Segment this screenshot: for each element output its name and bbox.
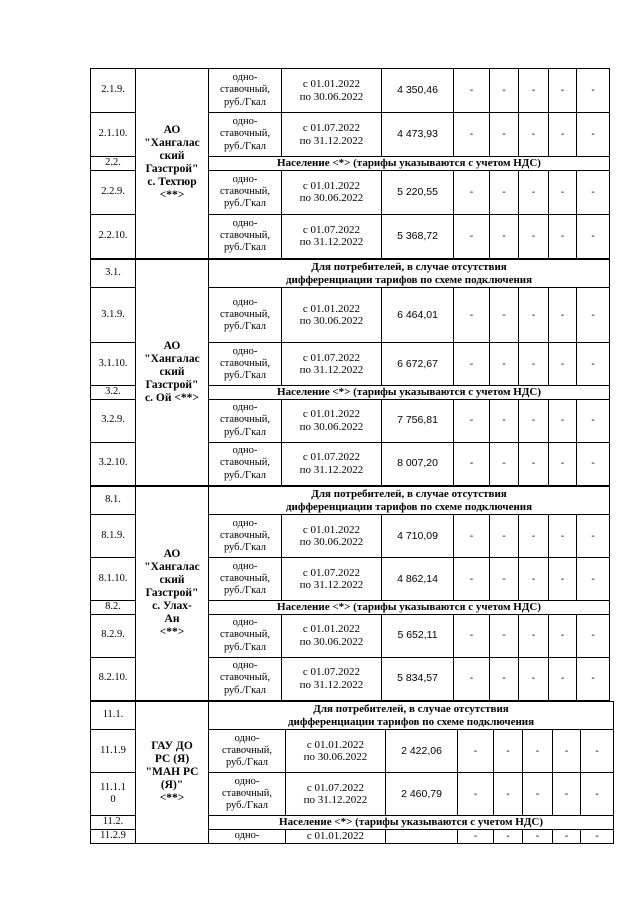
- text-line: 0: [110, 794, 116, 805]
- text-line: с 01.07.2022: [302, 451, 361, 463]
- empty-value-dash: -: [490, 69, 519, 113]
- empty-value-dash: -: [519, 515, 549, 558]
- text-line: одно-: [232, 445, 258, 457]
- text-line: Население <*> (тарифы указываются с учетом НДС): [277, 157, 541, 169]
- tariff-table: [90, 701, 614, 844]
- row-code: 3.1.9.: [91, 288, 136, 343]
- tariff-period: [282, 442, 382, 485]
- tariff-value: 4 473,93: [382, 113, 454, 157]
- tariff-unit: [209, 730, 286, 773]
- empty-value-dash: -: [549, 558, 577, 601]
- empty-value-dash: -: [523, 829, 553, 843]
- empty-value-dash: -: [519, 343, 549, 386]
- text-line: по 31.12.2022: [299, 236, 364, 248]
- text-line: одно-: [234, 732, 260, 744]
- text-line: (Я)": [160, 778, 184, 791]
- tariff-table: [90, 486, 610, 701]
- empty-value-dash: -: [549, 69, 577, 113]
- section-header: [209, 157, 610, 171]
- text-line: Газстрой": [145, 163, 199, 176]
- text-line: АО: [163, 339, 181, 352]
- empty-value-dash: -: [549, 399, 577, 442]
- empty-value-dash: -: [581, 730, 614, 773]
- tariff-value: 5 652,11: [382, 614, 454, 657]
- text-line: по 31.12.2022: [299, 134, 364, 147]
- empty-value-dash: -: [577, 399, 610, 442]
- text-line: ставочный,: [219, 414, 271, 426]
- text-line: дифференциации тарифов по схеме подключения: [287, 715, 535, 728]
- text-line: одно-: [232, 402, 258, 414]
- text-line: 11.1.1: [100, 781, 126, 793]
- row-code: 8.1.9.: [91, 515, 136, 558]
- tariff-table: [90, 259, 610, 486]
- empty-value-dash: -: [549, 170, 577, 214]
- empty-value-dash: -: [549, 515, 577, 558]
- text-line: АО: [163, 124, 181, 137]
- text-line: с. Улах-: [152, 599, 192, 612]
- empty-value-dash: -: [519, 399, 549, 442]
- text-line: руб./Гкал: [223, 370, 267, 382]
- text-line: с. Техтюр: [147, 176, 197, 189]
- tariff-period: [282, 288, 382, 343]
- empty-value-dash: -: [577, 558, 610, 601]
- text-line: Население <*> (тарифы указываются с учетом НДС): [277, 386, 541, 398]
- empty-value-dash: -: [458, 829, 494, 843]
- text-line: с 01.01.2022: [302, 302, 361, 315]
- text-line: ставочный,: [219, 128, 271, 140]
- text-line: по 30.06.2022: [303, 751, 368, 763]
- text-line: Газстрой": [145, 586, 199, 599]
- tariff-unit: [209, 170, 282, 214]
- row-code: 3.2.9.: [91, 399, 136, 442]
- empty-value-dash: -: [519, 69, 549, 113]
- tariff-table: [90, 68, 610, 259]
- empty-value-dash: -: [519, 170, 549, 214]
- empty-value-dash: -: [490, 113, 519, 157]
- text-line: одно-: [234, 775, 260, 787]
- empty-value-dash: -: [549, 657, 577, 700]
- empty-value-dash: -: [490, 214, 519, 258]
- tariff-value: 5 834,57: [382, 657, 454, 700]
- text-line: руб./Гкал: [223, 242, 267, 254]
- tariff-period: [282, 69, 382, 113]
- tariff-unit: [209, 214, 282, 258]
- row-code: 11.2.9: [91, 829, 136, 843]
- text-line: одно-: [232, 173, 258, 185]
- empty-value-dash: -: [577, 657, 610, 700]
- text-line: одно-: [232, 296, 258, 308]
- text-line: ставочный,: [221, 787, 273, 799]
- text-line: по 31.12.2022: [299, 364, 364, 376]
- tariff-period: [282, 515, 382, 558]
- row-code: 8.2.: [91, 601, 136, 615]
- section-header: [209, 386, 610, 400]
- text-line: РС (Я): [154, 752, 190, 765]
- table-row: [91, 69, 610, 113]
- text-line: руб./Гкал: [223, 469, 267, 481]
- text-line: по 31.12.2022: [299, 678, 364, 691]
- text-line: ставочный,: [219, 229, 271, 241]
- empty-value-dash: -: [553, 829, 581, 843]
- row-code: 11.2.: [91, 816, 136, 830]
- tariff-period: [282, 170, 382, 214]
- empty-value-dash: -: [454, 214, 490, 258]
- text-line: руб./Гкал: [225, 757, 269, 769]
- empty-value-dash: -: [458, 773, 494, 816]
- text-line: ставочный,: [219, 672, 271, 684]
- text-line: <**>: [159, 791, 185, 804]
- empty-value-dash: -: [454, 399, 490, 442]
- text-line: с. Ой <**>: [145, 391, 199, 404]
- section-header-row: [91, 260, 610, 288]
- empty-value-dash: -: [454, 515, 490, 558]
- text-line: ставочный,: [219, 572, 271, 584]
- empty-value-dash: -: [519, 442, 549, 485]
- empty-value-dash: -: [490, 558, 519, 601]
- text-line: с 01.01.2022: [302, 623, 361, 635]
- empty-value-dash: -: [494, 773, 523, 816]
- empty-value-dash: -: [553, 730, 581, 773]
- tariff-period: [282, 343, 382, 386]
- tariff-unit: [209, 442, 282, 485]
- row-code: 8.1.: [91, 487, 136, 515]
- tariff-value: 5 220,55: [382, 170, 454, 214]
- text-line: ставочный,: [219, 529, 271, 541]
- tariff-value: 5 368,72: [382, 214, 454, 258]
- text-line: руб./Гкал: [225, 800, 269, 812]
- empty-value-dash: -: [490, 614, 519, 657]
- text-line: <**>: [159, 625, 185, 638]
- text-line: Население <*> (тарифы указываются с учетом НДС): [277, 601, 541, 613]
- text-line: по 30.06.2022: [299, 192, 364, 204]
- empty-value-dash: -: [549, 288, 577, 343]
- text-line: "Хангалас: [144, 137, 200, 150]
- text-line: с 01.01.2022: [302, 179, 361, 192]
- text-line: одно-: [232, 116, 258, 128]
- text-line: руб./Гкал: [223, 198, 267, 210]
- text-line: с 01.07.2022: [302, 122, 361, 134]
- tariff-value: 8 007,20: [382, 442, 454, 485]
- text-line: руб./Гкал: [223, 542, 267, 554]
- text-line: ставочный,: [219, 84, 271, 96]
- empty-value-dash: -: [490, 343, 519, 386]
- tariff-value: 7 756,81: [382, 399, 454, 442]
- tariff-value: 2 460,79: [386, 773, 458, 816]
- tariff-unit: [209, 288, 282, 343]
- empty-value-dash: -: [490, 442, 519, 485]
- text-line: по 30.06.2022: [299, 90, 364, 103]
- text-line: с 01.01.2022: [302, 523, 361, 536]
- text-line: АО: [163, 547, 181, 560]
- text-line: с 01.01.2022: [302, 78, 361, 90]
- row-code: 2.2.9.: [91, 170, 136, 214]
- text-line: ставочный,: [219, 457, 271, 469]
- tariff-unit: [209, 614, 282, 657]
- empty-value-dash: -: [490, 288, 519, 343]
- row-code: 2.2.: [91, 157, 136, 171]
- text-line: <**>: [159, 189, 185, 202]
- text-line: Для потребителей, в случае отсутствия: [311, 488, 507, 500]
- empty-value-dash: -: [549, 442, 577, 485]
- tariff-period: [282, 113, 382, 157]
- text-line: одно-: [232, 660, 258, 672]
- empty-value-dash: -: [549, 343, 577, 386]
- row-code: 3.2.: [91, 386, 136, 400]
- organization-name: [136, 487, 209, 701]
- row-code: [91, 773, 136, 816]
- empty-value-dash: -: [454, 69, 490, 113]
- empty-value-dash: -: [577, 343, 610, 386]
- tariff-unit: [209, 558, 282, 601]
- empty-value-dash: -: [523, 730, 553, 773]
- text-line: Газстрой": [145, 378, 199, 391]
- empty-value-dash: -: [519, 614, 549, 657]
- section-header: [209, 816, 614, 830]
- row-code: 2.2.10.: [91, 214, 136, 258]
- text-line: с 01.07.2022: [302, 566, 361, 579]
- tariff-period: [286, 829, 386, 843]
- empty-value-dash: -: [490, 170, 519, 214]
- text-line: с 01.01.2022: [306, 738, 365, 751]
- text-line: ский: [159, 150, 185, 163]
- section-header: [209, 487, 610, 515]
- empty-value-dash: -: [494, 730, 523, 773]
- tariff-value: 6 672,67: [382, 343, 454, 386]
- text-line: "Хангалас: [144, 560, 200, 573]
- section-header: [209, 260, 610, 288]
- tariff-period: [282, 614, 382, 657]
- tariff-unit: [209, 657, 282, 700]
- text-line: ставочный,: [219, 357, 271, 369]
- text-line: по 31.12.2022: [299, 579, 364, 591]
- text-line: по 30.06.2022: [299, 635, 364, 648]
- text-line: Для потребителей, в случае отсутствия: [311, 261, 507, 273]
- tariff-period: [282, 214, 382, 258]
- empty-value-dash: -: [454, 657, 490, 700]
- empty-value-dash: -: [519, 113, 549, 157]
- tariff-period: [286, 773, 386, 816]
- tariff-value: 4 350,46: [382, 69, 454, 113]
- text-line: с 01.01.2022: [306, 829, 365, 842]
- text-line: одно-: [232, 345, 258, 357]
- text-line: дифференциации тарифов по схеме подключения: [285, 500, 533, 513]
- row-code: 3.1.: [91, 260, 136, 288]
- empty-value-dash: -: [519, 657, 549, 700]
- tariff-value: [386, 829, 458, 843]
- text-line: одно-: [232, 560, 258, 572]
- empty-value-dash: -: [581, 829, 614, 843]
- organization-name: [136, 702, 209, 844]
- empty-value-dash: -: [458, 730, 494, 773]
- empty-value-dash: -: [519, 288, 549, 343]
- empty-value-dash: -: [549, 214, 577, 258]
- row-code: 3.2.10.: [91, 442, 136, 485]
- empty-value-dash: -: [577, 113, 610, 157]
- tariff-period: [286, 730, 386, 773]
- empty-value-dash: -: [454, 288, 490, 343]
- empty-value-dash: -: [454, 442, 490, 485]
- empty-value-dash: -: [577, 214, 610, 258]
- text-line: "Хангалас: [144, 352, 200, 365]
- empty-value-dash: -: [577, 515, 610, 558]
- tariff-period: [282, 399, 382, 442]
- tariff-unit: [209, 399, 282, 442]
- empty-value-dash: -: [577, 442, 610, 485]
- empty-value-dash: -: [490, 657, 519, 700]
- text-line: одно-: [232, 617, 258, 629]
- tariff-value: 4 862,14: [382, 558, 454, 601]
- tariff-value: 4 710,09: [382, 515, 454, 558]
- empty-value-dash: -: [577, 170, 610, 214]
- text-line: ский: [159, 573, 185, 586]
- text-line: руб./Гкал: [223, 426, 267, 438]
- row-code: 8.1.10.: [91, 558, 136, 601]
- text-line: одно-: [232, 217, 258, 229]
- empty-value-dash: -: [523, 773, 553, 816]
- text-line: ставочный,: [219, 185, 271, 197]
- text-line: руб./Гкал: [223, 641, 267, 653]
- empty-value-dash: -: [549, 614, 577, 657]
- tariff-unit: [209, 113, 282, 157]
- empty-value-dash: -: [553, 773, 581, 816]
- section-header-row: [91, 487, 610, 515]
- text-line: с 01.07.2022: [302, 223, 361, 236]
- empty-value-dash: -: [581, 773, 614, 816]
- tariff-value: 2 422,06: [386, 730, 458, 773]
- empty-value-dash: -: [577, 614, 610, 657]
- row-code: 8.2.9.: [91, 614, 136, 657]
- tariff-unit: [209, 773, 286, 816]
- text-line: "МАН РС: [145, 765, 199, 778]
- empty-value-dash: -: [454, 170, 490, 214]
- text-line: руб./Гкал: [223, 140, 267, 152]
- text-line: Для потребителей, в случае отсутствия: [313, 703, 509, 715]
- row-code: 8.2.10.: [91, 657, 136, 700]
- row-code: 3.1.10.: [91, 343, 136, 386]
- empty-value-dash: -: [494, 829, 523, 843]
- text-line: руб./Гкал: [223, 585, 267, 597]
- empty-value-dash: -: [577, 288, 610, 343]
- empty-value-dash: -: [519, 558, 549, 601]
- empty-value-dash: -: [549, 113, 577, 157]
- tariff-period: [282, 657, 382, 700]
- empty-value-dash: -: [490, 515, 519, 558]
- text-line: ставочный,: [221, 744, 273, 756]
- empty-value-dash: -: [454, 558, 490, 601]
- section-header: [209, 702, 614, 730]
- text-line: одно-: [232, 517, 258, 529]
- text-line: ставочный,: [219, 629, 271, 641]
- text-line: одно-: [234, 829, 260, 841]
- tariff-unit: [209, 69, 282, 113]
- text-line: с 01.07.2022: [306, 781, 365, 794]
- text-line: по 30.06.2022: [299, 315, 364, 327]
- text-line: руб./Гкал: [223, 684, 267, 696]
- empty-value-dash: -: [577, 69, 610, 113]
- empty-value-dash: -: [490, 399, 519, 442]
- text-line: с 01.07.2022: [302, 666, 361, 678]
- text-line: одно-: [232, 72, 258, 84]
- tariff-unit: [209, 515, 282, 558]
- empty-value-dash: -: [454, 343, 490, 386]
- text-line: Население <*> (тарифы указываются с учетом НДС): [279, 816, 543, 828]
- organization-name: [136, 260, 209, 486]
- text-line: руб./Гкал: [223, 96, 267, 108]
- text-line: с 01.01.2022: [302, 408, 361, 420]
- text-line: руб./Гкал: [223, 321, 267, 333]
- text-line: по 30.06.2022: [299, 420, 364, 433]
- text-line: по 31.12.2022: [303, 794, 368, 806]
- text-line: по 30.06.2022: [299, 536, 364, 548]
- section-header: [209, 601, 610, 615]
- text-line: Ан: [164, 612, 180, 625]
- section-header-row: [91, 702, 614, 730]
- tariff-period: [282, 558, 382, 601]
- text-line: дифференциации тарифов по схеме подключения: [285, 273, 533, 286]
- row-code: 2.1.9.: [91, 69, 136, 113]
- row-code: 2.1.10.: [91, 113, 136, 157]
- row-code: 11.1.9: [91, 730, 136, 773]
- row-code: 11.1.: [91, 702, 136, 730]
- text-line: ский: [159, 365, 185, 378]
- text-line: ГАУ ДО: [151, 739, 193, 752]
- tariff-unit: [209, 343, 282, 386]
- empty-value-dash: -: [454, 614, 490, 657]
- tariff-unit: [209, 829, 286, 843]
- text-line: ставочный,: [219, 308, 271, 320]
- empty-value-dash: -: [454, 113, 490, 157]
- tariff-value: 6 464,01: [382, 288, 454, 343]
- empty-value-dash: -: [519, 214, 549, 258]
- text-line: с 01.07.2022: [302, 351, 361, 364]
- text-line: по 31.12.2022: [299, 463, 364, 476]
- organization-name: [136, 69, 209, 259]
